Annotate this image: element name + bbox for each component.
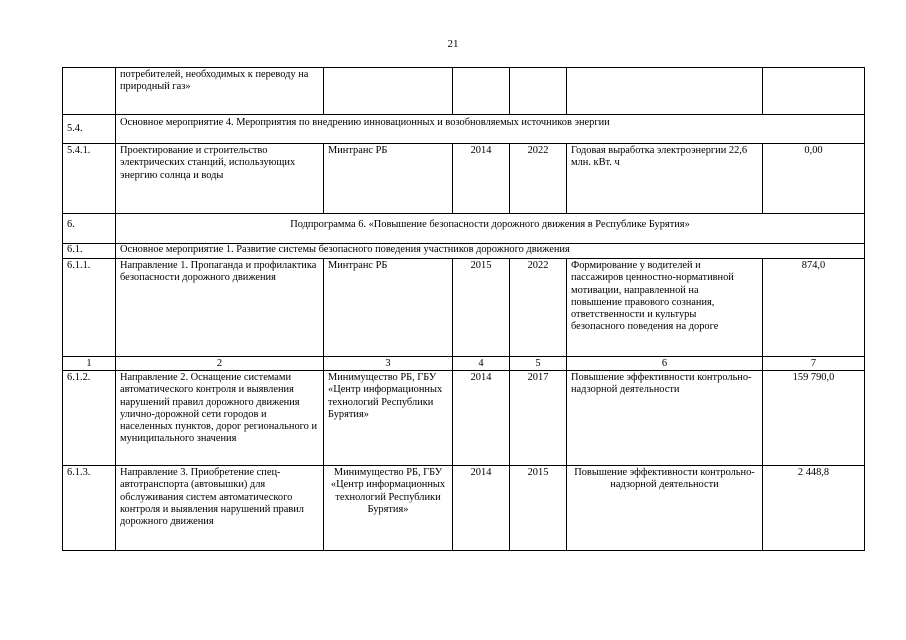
cell-num	[63, 68, 116, 115]
cell-end: 2015	[510, 466, 567, 551]
page-number: 21	[447, 38, 459, 50]
cell-num: 6.1.1.	[63, 259, 116, 357]
table-row	[63, 371, 865, 466]
cell-start: 2015	[453, 259, 510, 357]
cell-executor: Минтранс РБ	[324, 259, 453, 357]
cell-start: 2014	[453, 466, 510, 551]
cell-amount: 0,00	[763, 144, 865, 214]
cell-start	[453, 68, 510, 115]
cell-name: Направление 3. Приобретение спец-автотранспорта (автовышки) для обслуживания систем автоматического контроля и выявления нарушений правил дорожного движения	[116, 466, 324, 551]
section-title: Основное мероприятие 4. Мероприятия по внедрению инновационных и возобновляемых источников энергии	[116, 115, 865, 144]
cell-end: 2022	[510, 259, 567, 357]
cell-end: 2017	[510, 371, 567, 466]
subprogram-title: Подпрограмма 6. «Повышение безопасности дорожного движения в Республике Бурятия»	[116, 214, 865, 244]
cell-name: Проектирование и строительство электрических станций, использующих энергию солнца и воды	[116, 144, 324, 214]
cell-amount: 2 448,8	[763, 466, 865, 551]
cell-num: 6.1.2.	[63, 371, 116, 466]
section-title: Основное мероприятие 1. Развитие системы безопасного поведения участников дорожного движения	[116, 244, 865, 259]
cell-num: 5.4.1.	[63, 144, 116, 214]
cell-num: 6.1.	[63, 244, 116, 259]
cell-name: потребителей, необходимых к переводу на природный газ»	[116, 68, 324, 115]
cell-executor: Минтранс РБ	[324, 144, 453, 214]
table-row-section	[63, 214, 865, 244]
cell-result: Повышение эффективности контрольно-надзорной деятельности	[567, 371, 763, 466]
cell-result: Повышение эффективности контрольно-надзорной деятельности	[567, 466, 763, 551]
cell-end: 2022	[510, 144, 567, 214]
column-number: 1	[63, 357, 116, 371]
cell-num: 6.	[63, 214, 116, 244]
cell-executor: Минимущество РБ, ГБУ «Центр информационных технологий Республики Бурятия»	[324, 466, 453, 551]
table-row-section	[63, 244, 865, 259]
program-table	[62, 67, 865, 551]
table-row	[63, 466, 865, 551]
column-number: 7	[763, 357, 865, 371]
cell-result	[567, 68, 763, 115]
column-number: 5	[510, 357, 567, 371]
cell-end	[510, 68, 567, 115]
cell-executor	[324, 68, 453, 115]
column-number: 2	[116, 357, 324, 371]
cell-num: 6.1.3.	[63, 466, 116, 551]
cell-start: 2014	[453, 144, 510, 214]
cell-num: 5.4.	[63, 115, 116, 144]
table-row	[63, 144, 865, 214]
column-number: 4	[453, 357, 510, 371]
table-row-section	[63, 115, 865, 144]
cell-name: Направление 2. Оснащение системами автоматического контроля и выявления нарушений правил дорожного движения улично-дорожной сети городов и населенных пунктов, дорог регионального и муниципального значения	[116, 371, 324, 466]
table-row	[63, 259, 865, 357]
column-number: 3	[324, 357, 453, 371]
cell-result: Годовая выработка электроэнергии 22,6 млн. кВт. ч	[567, 144, 763, 214]
cell-amount: 874,0	[763, 259, 865, 357]
cell-amount	[763, 68, 865, 115]
cell-amount: 159 790,0	[763, 371, 865, 466]
column-number: 6	[567, 357, 763, 371]
column-number-row	[63, 357, 865, 371]
cell-start: 2014	[453, 371, 510, 466]
cell-executor: Минимущество РБ, ГБУ «Центр информационных технологий Республики Бурятия»	[324, 371, 453, 466]
cell-name: Направление 1. Пропаганда и профилактика безопасности дорожного движения	[116, 259, 324, 357]
cell-result: Формирование у водителей и пассажиров ценностно-нормативной мотивации, направленной на повышение правового сознания, ответственности и культуры безопасного поведения на дороге	[567, 259, 763, 357]
table-row	[63, 68, 865, 115]
